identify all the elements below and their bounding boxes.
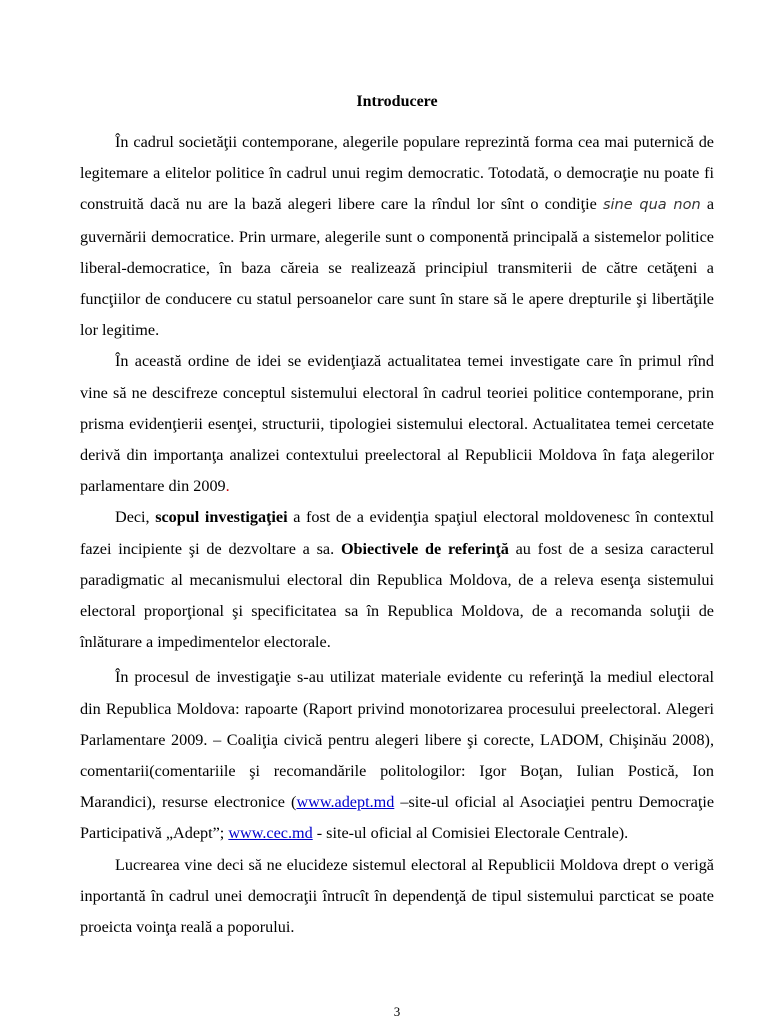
- link-cec[interactable]: www.cec.md: [228, 824, 313, 843]
- paragraph-sources: [80, 662, 714, 849]
- bold-term-purpose: scopul investigaţiei: [155, 508, 288, 527]
- paragraph-purpose: [80, 502, 714, 658]
- paragraph-introduction: [80, 127, 714, 346]
- paragraph-text: În această ordine de idei se evidenţiază actualitatea temei investigate care în primul rînd vine să ne descifreze conceptul sistemului electoral în cadrul teoriei politice contemporane, prin prisma evidenţierii esenţei, structurii, tipologiei sistemului electoral. Actualitatea temei cercetate derivă din importanţa analizei contextului preelectoral al Republicii Moldova în faţa alegerilor parlamentare din 2009: [80, 352, 714, 496]
- page-title: Introducere: [356, 93, 438, 110]
- paragraph-text: Lucrearea vine deci să ne elucideze sistemul electoral al Republicii Moldova drept o verigă inportantă în cadrul unei democraţii întrucît în dependenţă de tipul sistemului parcticat se poate proeicta voinţa reală a poporului.: [80, 855, 714, 937]
- paragraph-actuality: [80, 346, 714, 502]
- paragraph-text: a guvernării democratice. Prin urmare, alegerile sunt o componentă principală a sistemelor politice liberal-democratice, în baza căreia se realizează principiul transmiterii de către cetăţeni a funcţiilor de conducere cu statul persoanelor care sunt în stare să le apere drepturile şi libertăţile lor legitime.: [80, 195, 715, 340]
- document-page: [80, 0, 714, 1024]
- paragraph-conclusion: [80, 850, 714, 944]
- paragraph-text: a fost de a evidenţia spaţiul electoral moldovenesc în contextul fazei incipiente şi de dezvoltare a sa.: [80, 508, 714, 558]
- paragraph-text: - site-ul oficial al Comisiei Electorale Centrale).: [312, 824, 629, 843]
- paragraph-text: –site-ul oficial al Asociaţiei pentru Democraţie Participativă „Adept”;: [80, 793, 715, 843]
- latin-term: sine qua non: [602, 197, 701, 214]
- paragraph-text: În procesul de investigaţie s-au utilizat materiale evidente cu referinţă la mediul electoral din Republica Moldova: rapoarte (Raport privind monotorizarea procesului preelectoral. Alegeri Parlamentare 2009. – Coaliţia civică pentru alegeri libere şi corecte, LADOM, Chişinău 2008), comentarii(comentariile şi recomandările politologilor: Igor Boţan, Iulian Postică, Ion Marandici), resurse electronice (: [80, 668, 714, 812]
- paragraph-text: Deci,: [115, 508, 156, 527]
- red-period: .: [225, 477, 230, 496]
- paragraph-text: au fost de a sesiza caracterul paradigmatic al mecanismului electoral din Republica Moldova, de a releva esenţa sistemului electoral proporţional şi specificitatea sa în Republica Moldova, de a recomanda soluţii de înlăturare a impedimentelor electorale.: [80, 539, 715, 652]
- link-adept[interactable]: www.adept.md: [296, 793, 395, 812]
- page-number: 3: [393, 1004, 401, 1019]
- bold-term-objectives: Obiectivele de referinţă: [340, 539, 509, 558]
- document-body: [80, 127, 714, 943]
- paragraph-text: În cadrul societăţii contemporane, alegerile populare reprezintă forma cea mai puternică de legitemare a elitelor politice în cadrul unui regim democratic. Totodată, o democraţie nu poate fi construită dacă nu are la bază alegeri libere care la rîndul lor sînt o condiţie: [80, 133, 714, 214]
